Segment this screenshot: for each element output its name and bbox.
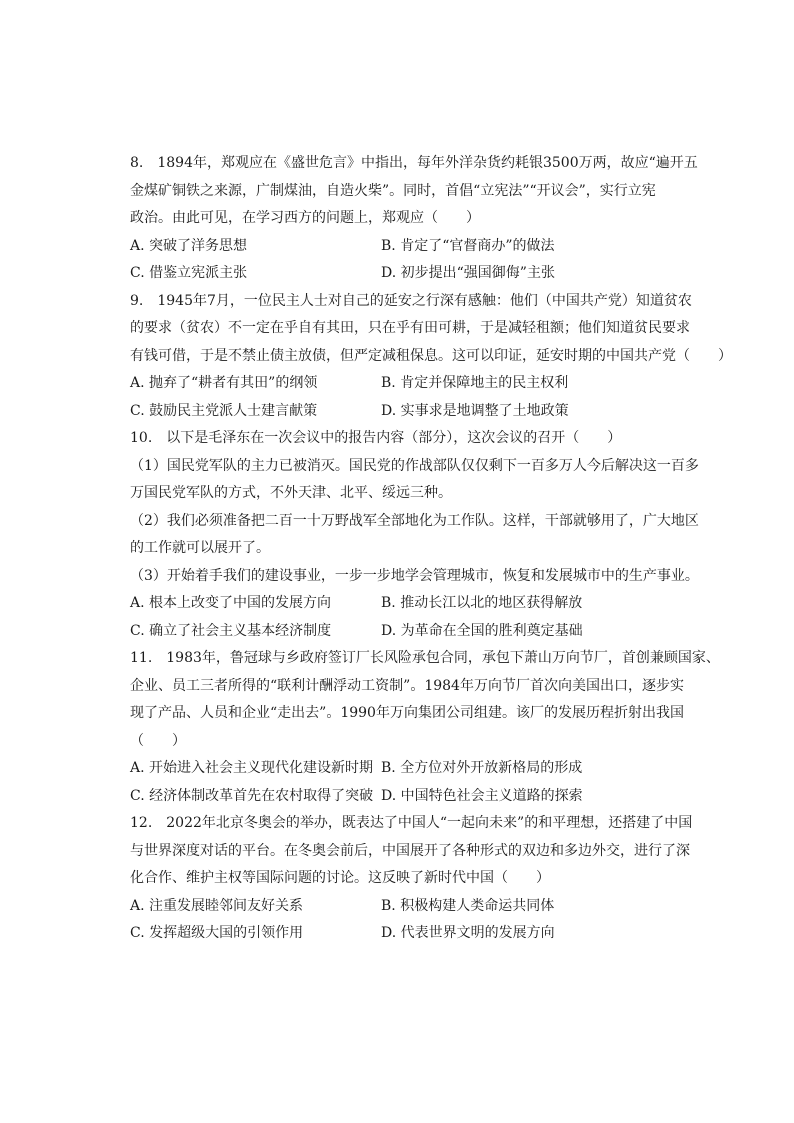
question-8-stem-line: 8. 1894年，郑观应在《盛世危言》中指出，每年外洋杂货约耗银3500万两，故应“遍开五 [130,155,698,171]
question-8-stem-line: 金煤矿铜铁之来源，广制煤油，自造火柴”。同时，首倡“立宪法”“开议会”，实行立宪 [130,182,656,199]
question-10-quote-line: （2）我们必须准备把二百一十万野战军全部地化为工作队。这样，干部就够用了，广大地区 [130,512,699,529]
question-10-quote-line: （1）国民党军队的主力已被消灭。国民党的作战部队仅仅剩下一百多万人今后解决这一百多 [130,457,699,474]
question-8-options-row [130,260,666,288]
question-9-option-d[interactable]: D. 实事求是地调整了土地政策 [381,402,569,419]
question-12-option-a[interactable]: A. 注重发展睦邻间友好关系 [130,897,304,914]
question-8-option-c[interactable]: C. 借鉴立宪派主张 [130,265,248,281]
question-12-option-d[interactable]: D. 代表世界文明的发展方向 [381,925,555,941]
question-8-option-d[interactable]: D. 初步提出“强国御侮”主张 [381,265,555,281]
question-10-option-a[interactable]: A. 根本上改变了中国的发展方向 [130,595,332,611]
question-10 [130,425,699,645]
question-11-option-c[interactable]: C. 经济体制改革首先在农村取得了突破 [130,787,374,804]
question-10-options-row [130,590,666,618]
question-10-option-b[interactable]: B. 推动长江以北的地区获得解放 [381,595,583,611]
question-11-stem-line: 现了产品、人员和企业“走出去”。1990年万向集团公司组建。该厂的发展历程折射出我国 [130,705,684,721]
question-11-stem-line: （ ） [130,732,186,749]
question-9-stem-line: 的要求（贫农）不一定在乎自有其田，只在乎有田可耕，于是减轻租额；他们知道贫民要求 [130,320,690,336]
question-10-quote-line: （3）开始着手我们的建设事业，一步一步地学会管理城市，恢复和发展城市中的生产事业。 [130,567,699,584]
question-12-options-row [130,893,666,921]
question-12-option-c[interactable]: C. 发挥超级大国的引领作用 [130,925,304,941]
question-11-options-row [130,755,666,783]
question-list [130,150,732,948]
question-10-option-d[interactable]: D. 为革命在全国的胜利奠定基础 [381,622,583,639]
question-12-option-b[interactable]: B. 积极构建人类命运共同体 [381,897,555,914]
question-12 [130,810,693,948]
question-11-stem-line: 企业、员工三者所得的“联利计酬浮动工资制”。1984年万向节厂首次向美国出口，逐步实 [130,677,684,694]
question-9 [130,288,732,426]
question-11-stem-line: 11. 1983年，鲁冠球与乡政府签订厂长风险承包合同，承包下萧山万向节厂，首创兼顾国家、 [130,650,720,666]
question-11-option-d[interactable]: D. 中国特色社会主义道路的探索 [381,787,583,804]
question-9-option-b[interactable]: B. 肯定并保障地主的民主权利 [381,375,569,391]
question-10-stem-line: 10. 以下是毛泽东在一次会议中的报告内容（部分），这次会议的召开（ ） [130,430,622,446]
question-9-option-c[interactable]: C. 鼓励民主党派人士建言献策 [130,402,318,419]
question-9-options-row [130,398,666,426]
question-9-stem-line: 有钱可借，于是不禁止债主放债，但严定减租保息。这可以印证，延安时期的中国共产党（ ） [130,347,732,364]
question-8-option-b[interactable]: B. 肯定了“官督商办”的做法 [381,237,555,254]
question-12-stem-line: 与世界深度对话的平台。在冬奥会前后，中国展开了各种形式的双边和多边外交，进行了深 [130,842,690,859]
question-8 [130,150,698,288]
question-10-option-c[interactable]: C. 确立了社会主义基本经济制度 [130,622,332,639]
question-11-option-b[interactable]: B. 全方位对外开放新格局的形成 [381,760,583,776]
question-12-stem-line: 12. 2022年北京冬奥会的举办，既表达了中国人“一起向未来”的和平理想，还搭建了中国 [130,815,693,831]
question-12-stem-line: 化合作、维护主权等国际问题的讨论。这反映了新时代中国（ ） [130,870,550,886]
question-8-option-a[interactable]: A. 突破了洋务思想 [130,237,248,254]
question-10-options-row [130,618,666,646]
question-9-stem-line: 9. 1945年7月，一位民主人士对自己的延安之行深有感触：他们（中国共产党）知道贫农 [130,292,692,309]
question-8-stem-line: 政治。由此可见，在学习西方的问题上，郑观应（ ） [130,210,480,226]
question-11-option-a[interactable]: A. 开始进入社会主义现代化建设新时期 [130,760,374,776]
question-10-quote-line: 的工作就可以展开了。 [130,540,270,556]
question-9-option-a[interactable]: A. 抛弃了“耕者有其田”的纲领 [130,375,318,391]
question-8-options-row [130,233,666,261]
question-12-options-row [130,920,666,948]
question-10-quote-line: 万国民党军队的方式，不外天津、北平、绥远三种。 [130,485,452,501]
question-11-options-row [130,783,666,811]
question-9-options-row [130,370,666,398]
question-11 [130,645,720,810]
